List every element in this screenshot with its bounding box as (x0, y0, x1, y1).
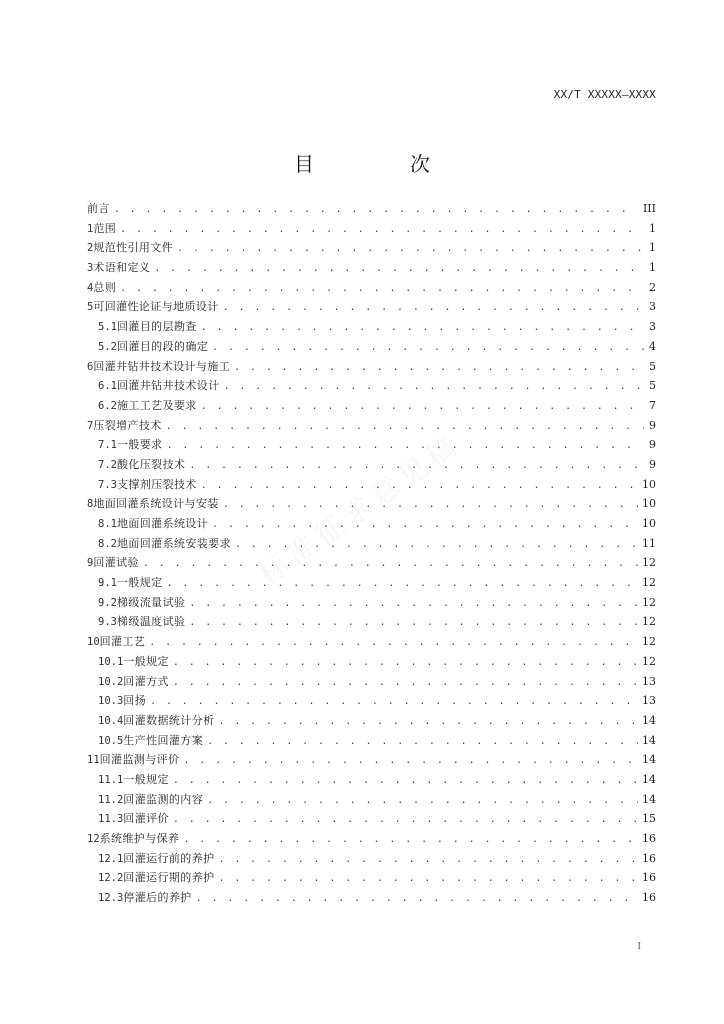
toc-entry[interactable] (87, 238, 656, 258)
toc-dot-leader (120, 220, 644, 240)
toc-dot-leader (219, 712, 639, 732)
toc-entry[interactable] (87, 672, 656, 692)
toc-entry[interactable] (87, 494, 656, 514)
toc-entry[interactable] (87, 790, 656, 810)
toc-entry-number: 7.2 (98, 458, 117, 471)
toc-dot-leader (154, 259, 644, 279)
toc-entry[interactable] (87, 849, 656, 869)
toc-entry[interactable] (87, 750, 656, 770)
toc-dot-leader (189, 594, 638, 614)
toc-entry-page: 12 (642, 576, 656, 590)
toc-entry-page: 7 (649, 398, 656, 412)
toc-entry[interactable] (87, 416, 656, 436)
toc-entry-page: 14 (642, 772, 656, 786)
toc-dot-leader (114, 200, 639, 220)
toc-dot-leader (183, 751, 638, 771)
toc-dot-leader (173, 771, 638, 791)
toc-entry[interactable] (87, 258, 656, 278)
toc-dot-leader (212, 515, 638, 535)
toc-dot-leader (224, 377, 644, 397)
toc-dot-leader (120, 279, 644, 299)
toc-entry-page: 10 (642, 477, 656, 491)
toc-entry-number: 11.1 (98, 773, 124, 786)
toc-entry-title: 一般规定 (116, 576, 163, 590)
toc-entry-number: 12 (87, 833, 100, 845)
toc-dot-leader (149, 633, 638, 653)
toc-entry-number: 11.2 (98, 793, 124, 806)
toc-dot-leader (234, 358, 644, 378)
toc-entry-title: 范围 (93, 221, 117, 235)
toc-entry-title: 回灌方式 (123, 674, 169, 688)
toc-entry-page: 9 (649, 457, 656, 471)
toc-entry-page: 11 (642, 536, 656, 550)
toc-entry-title: 一般规定 (123, 772, 169, 786)
toc-entry-title: 系统维护与保养 (99, 832, 180, 845)
toc-entry-number: 1 (87, 222, 94, 235)
toc-entry-number: 11.3 (98, 813, 124, 826)
toc-entry[interactable] (87, 553, 656, 573)
toc-entry-page: 14 (642, 792, 656, 806)
toc-entry-title: 生产性回灌方案 (123, 733, 204, 747)
toc-entry-number: 12.2 (98, 872, 124, 885)
toc-entry-number: 9.3 (98, 616, 117, 629)
toc-dot-leader (177, 239, 644, 259)
toc-dot-leader (173, 653, 638, 673)
toc-entry-page: 14 (642, 753, 656, 767)
toc-entry-number: 10.5 (98, 734, 124, 747)
toc-entry-page: 1 (649, 241, 656, 255)
toc-entry-title: 地面回灌系统设计与安装 (93, 497, 219, 511)
toc-dot-leader (167, 436, 644, 456)
toc-entry[interactable] (87, 612, 656, 632)
toc-entry-page: 5 (649, 379, 656, 393)
toc-dot-leader (189, 613, 638, 633)
toc-entry-title: 回灌评价 (123, 812, 169, 826)
page-number: I (637, 940, 641, 952)
toc-entry[interactable] (87, 396, 656, 416)
toc-entry-title: 地面回灌系统设计 (116, 517, 209, 530)
toc-entry-title: 地面回灌系统安装要求 (116, 536, 231, 550)
toc-entry-page: 12 (642, 635, 656, 649)
toc-entry-number: 8 (87, 498, 94, 511)
toc-dot-leader (219, 869, 639, 889)
toc-entry-number: 8.2 (98, 537, 117, 550)
toc-entry-number: 5 (87, 301, 94, 314)
toc-entry[interactable] (87, 573, 656, 593)
toc-entry-page: 16 (642, 891, 656, 905)
toc-entry[interactable] (87, 711, 656, 731)
toc-entry-page: 9 (649, 418, 656, 432)
toc-entry-page: 10 (642, 517, 656, 530)
toc-entry-page: 1 (649, 221, 656, 235)
toc-entry-title: 总则 (93, 280, 117, 294)
toc-entry-page: 12 (642, 615, 656, 629)
toc-dot-leader (167, 574, 638, 594)
toc-entry-page: 3 (649, 300, 656, 314)
toc-entry-title: 回灌监测与评价 (99, 753, 180, 767)
toc-entry-page: 4 (649, 339, 656, 353)
toc-entry-title: 前言 (87, 202, 110, 215)
toc-entry[interactable] (87, 829, 656, 849)
toc-title: 目 次 (294, 152, 468, 176)
toc-entry-title: 可回灌性论证与地质设计 (93, 300, 219, 314)
toc-entry-page: 10 (642, 497, 656, 511)
toc-entry-number: 10.2 (98, 675, 124, 688)
toc-entry[interactable] (87, 278, 656, 298)
toc-dot-leader (207, 732, 638, 752)
toc-entry-number: 10.3 (98, 695, 124, 708)
toc-entry-page: 2 (649, 280, 656, 294)
toc-dot-leader (223, 495, 638, 515)
toc-entry[interactable] (87, 632, 656, 652)
toc-entry-title: 回灌运行期的养护 (123, 871, 215, 885)
toc-dot-leader (173, 673, 638, 693)
toc-entry-title: 回灌井钻井技术设计 (116, 379, 220, 393)
toc-entry[interactable] (87, 514, 656, 534)
toc-entry[interactable] (87, 809, 656, 829)
toc-dot-leader (173, 810, 638, 830)
toc-entry-page: 13 (642, 694, 656, 708)
toc-entry-title: 压裂增产技术 (93, 418, 162, 432)
toc-entry-number: 5.1 (98, 321, 117, 334)
toc-entry-title: 梯级流量试验 (116, 595, 186, 609)
toc-entry-number: 10.1 (98, 655, 124, 668)
toc-entry-number: 7.1 (98, 439, 117, 452)
toc-dot-leader (201, 397, 644, 417)
toc-dot-leader (223, 298, 644, 318)
toc-entry-page: 3 (649, 320, 656, 334)
toc-entry-title: 回灌运行前的养护 (123, 851, 215, 865)
toc-entry-page: 16 (642, 871, 656, 885)
toc-entry-number: 9.1 (98, 577, 117, 590)
toc-entry[interactable] (87, 475, 656, 495)
toc-entry-title: 酸化压裂技术 (116, 457, 186, 471)
toc-entry[interactable] (87, 199, 656, 219)
toc-entry-number: 12.1 (98, 852, 124, 865)
toc-entry[interactable] (87, 435, 656, 455)
toc-entry-title: 回灌工艺 (99, 635, 146, 649)
table-of-contents (87, 199, 656, 908)
toc-dot-leader (212, 338, 644, 358)
toc-entry-number: 2 (87, 242, 94, 255)
toc-entry-title: 支撑剂压裂技术 (116, 477, 197, 491)
toc-entry[interactable] (87, 888, 656, 908)
toc-entry-page: 12 (642, 595, 656, 609)
toc-entry[interactable] (87, 376, 656, 396)
toc-entry-number: 4 (87, 281, 94, 294)
toc-entry-number: 9.2 (98, 596, 117, 609)
toc-entry-title: 回扬 (123, 694, 147, 708)
toc-entry-page: 5 (649, 359, 656, 373)
toc-entry-number: 12.3 (98, 892, 124, 905)
toc-entry-number: 7.3 (98, 478, 117, 491)
toc-entry-page: 12 (642, 556, 656, 570)
toc-entry-title: 规范性引用文件 (93, 241, 174, 255)
toc-entry-page: 16 (642, 832, 656, 845)
toc-dot-leader (201, 476, 638, 496)
toc-entry[interactable] (87, 455, 656, 475)
toc-entry-page: III (642, 202, 656, 215)
toc-dot-leader (150, 692, 638, 712)
toc-entry-title: 回灌目的层勘查 (116, 320, 197, 334)
toc-entry-title: 回灌数据统计分析 (123, 713, 215, 727)
toc-dot-leader (183, 830, 638, 850)
toc-entry-title: 一般规定 (123, 654, 169, 668)
toc-entry-number: 10 (87, 636, 100, 649)
toc-entry-page: 14 (642, 713, 656, 727)
toc-entry-number: 9 (87, 557, 94, 570)
toc-entry[interactable] (87, 731, 656, 751)
toc-entry[interactable] (87, 691, 656, 711)
toc-entry-number: 10.4 (98, 714, 124, 727)
toc-entry-number: 7 (87, 419, 94, 432)
toc-entry[interactable] (87, 357, 656, 377)
toc-entry-title: 回灌目的段的确定 (116, 339, 209, 353)
toc-dot-leader (189, 456, 644, 476)
toc-entry-page: 1 (649, 261, 656, 275)
toc-entry[interactable] (87, 652, 656, 672)
toc-entry-page: 16 (642, 851, 656, 865)
toc-dot-leader (143, 554, 638, 574)
toc-entry-title: 回灌监测的内容 (123, 792, 204, 806)
toc-entry-title: 一般要求 (116, 438, 163, 452)
toc-dot-leader (219, 850, 639, 870)
toc-entry-title: 停灌后的养护 (123, 891, 192, 905)
toc-entry-title: 回灌井钻井技术设计与施工 (93, 359, 231, 373)
toc-entry-number: 6.1 (98, 380, 117, 393)
toc-dot-leader (235, 535, 638, 555)
toc-entry-number: 6.2 (98, 399, 117, 412)
toc-entry[interactable] (87, 317, 656, 337)
toc-dot-leader (166, 417, 644, 437)
toc-entry-page: 12 (642, 654, 656, 668)
toc-entry[interactable] (87, 534, 656, 554)
toc-entry[interactable] (87, 868, 656, 888)
toc-entry-number: 3 (87, 262, 94, 275)
toc-entry-page: 15 (642, 812, 656, 826)
toc-dot-leader (201, 318, 644, 338)
toc-entry[interactable] (87, 593, 656, 613)
toc-entry[interactable] (87, 337, 656, 357)
toc-entry-number: 11 (87, 754, 100, 767)
toc-entry-number: 6 (87, 360, 94, 373)
toc-entry[interactable] (87, 770, 656, 790)
toc-entry-title: 术语和定义 (93, 261, 151, 275)
toc-dot-leader (207, 791, 638, 811)
toc-entry-title: 回灌试验 (93, 556, 139, 570)
toc-entry[interactable] (87, 219, 656, 239)
toc-entry-page: 13 (642, 674, 656, 688)
toc-entry-title: 施工工艺及要求 (116, 398, 197, 412)
toc-entry-title: 梯级温度试验 (116, 615, 186, 629)
toc-entry-number: 5.2 (98, 340, 117, 353)
toc-entry-page: 9 (649, 438, 656, 452)
toc-entry-number: 8.1 (98, 518, 117, 530)
toc-dot-leader (196, 889, 638, 909)
standard-code: XX/T XXXXX—XXXX (553, 88, 656, 101)
toc-entry-page: 14 (642, 733, 656, 747)
toc-entry[interactable] (87, 297, 656, 317)
